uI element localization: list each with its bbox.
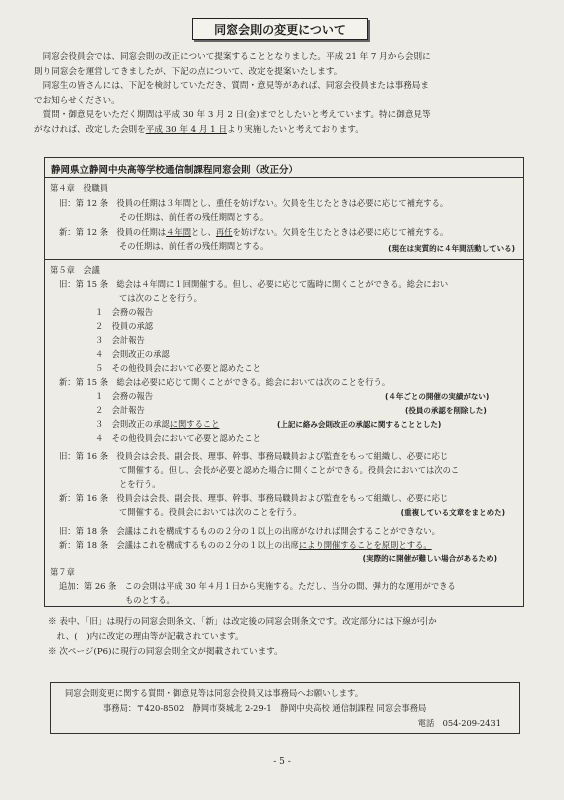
change-reason: (現在は実質的に４年間活動している): [388, 244, 515, 253]
article-old-cont: その任期は、前任者の残任期間とする。: [119, 212, 269, 222]
intro-paragraph: [34, 50, 534, 138]
note-line: れ、( )内に改定の理由等が記載されています。: [48, 632, 244, 642]
article-old-cont: とを行う。: [119, 479, 161, 489]
change-reason: (役員の承認を削除した): [405, 406, 487, 415]
change-reason: (上記に絡み会則改正の承認に関することとした): [277, 420, 442, 429]
list-item: １ 会務の報告: [95, 391, 154, 401]
changed-text: 再任: [215, 227, 233, 237]
contact-address: 事務局：〒420-8502 静岡市葵城北 2-29-1 静岡中央高校 通信制課程 同窓会事務局: [103, 703, 427, 713]
list-item: ４ その他役員会において必要と認めたこと: [95, 433, 261, 443]
list-item: ５ その他役員会において必要と認めたこと: [95, 363, 261, 373]
changed-text: により開催することを原則とする。: [298, 540, 432, 550]
article-added: 追加：第 26 条 この会則は平成 30 年４月１日から実施する。ただし、当分の間、弾力的な運用ができる: [59, 581, 456, 591]
article-new: 新：第 15 条 総会は必要に応じて開くことができる。総会においては次のことを行う。: [59, 377, 391, 387]
article-new: 新：第 16 条 役員会は会長、副会長、理事、幹事、事務局職員および監査をもって組織し、必要に応じ: [59, 493, 449, 503]
intro-last-before: がなければ、改定した会則を: [34, 124, 146, 135]
intro-line: でお知らせください。: [34, 95, 120, 106]
divider: [45, 259, 523, 260]
article-old: 旧：第 16 条 役員会は会長、副会長、理事、幹事、事務局職員および監査をもって組織し、必要に応じ: [59, 451, 449, 461]
article-new: [59, 227, 448, 238]
text: を妨げない。欠員を生じたときは必要に応じて補充する。: [232, 227, 449, 237]
change-reason: (実際的に開催が難しい場合があるため): [362, 554, 497, 563]
contact-box: [50, 682, 520, 734]
text: 新：第 12 条 役員の任期は: [59, 227, 167, 237]
contact-phone: 電話 054-209-2431: [417, 718, 501, 728]
intro-line: 則り同窓会を運営してきましたが、下記の点について、改定を提案いたします。: [34, 66, 343, 77]
text: とし、: [191, 227, 216, 237]
article-old-cont: ては次のことを行う。: [119, 293, 202, 303]
article-added-cont: ものとする。: [125, 595, 175, 605]
list-item: ２ 会計報告: [95, 405, 145, 415]
intro-last-after: より実施したいと考えております。: [226, 124, 364, 135]
rules-amendment-box: [44, 157, 524, 607]
page-number: - 5 -: [273, 757, 291, 767]
intro-line: 同窓生の皆さんには、下記を検討していただき、質問・意見等があれば、同窓会役員または事務局ま: [34, 81, 429, 92]
change-reason: (重複している文章をまとめた): [400, 508, 505, 517]
change-reason: (４年ごとの開催の実績がない): [385, 392, 490, 401]
article-old-cont: て開催する。但し、会長が必要と認めた場合に開くことができる。役員会においては次のこ: [119, 465, 460, 475]
intro-line: 質問・御意見をいただく期間は平成 30 年 3 月 2 日(金)までとしたいと考えています。特に御意見等: [34, 110, 431, 121]
chapter-heading: 第４章 役職員: [50, 183, 109, 193]
list-item: [95, 419, 219, 430]
list-item: ３ 会計報告: [95, 335, 145, 345]
page-title: 同窓会則の変更について: [192, 18, 368, 40]
intro-line: [34, 123, 534, 138]
article-new-cont: て開催する。役員会においては次のことを行う。: [119, 507, 302, 517]
article-new: [59, 540, 432, 551]
changed-text: ４年間: [166, 227, 192, 237]
intro-effective-date: 平成 30 年 4 月 1 日: [145, 124, 227, 135]
article-new-cont: その任期は、前任者の残任期間とする。: [119, 241, 269, 251]
changed-text: に関すること: [169, 419, 220, 429]
chapter-heading: 第７章: [50, 567, 75, 577]
article-old: 旧：第 15 条 総会は４年間に１回開催する。但し、必要に応じて臨時に開くことができる。総会におい: [59, 279, 449, 289]
list-item: １ 会務の報告: [95, 307, 154, 317]
note-line: ※ 次ページ(P6)に現行の同窓会則全文が掲載されています。: [48, 647, 283, 657]
note-line: ※ 表中、「旧」は現行の同窓会則条文、「新」は改定後の同窓会則条文です。改定部分には下線が引か: [48, 617, 437, 627]
text: 新：第 18 条 会議はこれを構成するものの２分の１以上の出席: [59, 540, 299, 550]
list-item: ４ 会則改正の承認: [95, 349, 170, 359]
chapter-heading: 第５章 会議: [50, 265, 100, 275]
list-item: ２ 役員の承認: [95, 321, 154, 331]
text: ３ 会則改正の承認: [95, 419, 170, 429]
contact-line: 同窓会則変更に関する質問・御意見等は同窓会役員又は事務局へお願いします。: [65, 688, 364, 698]
article-old: 旧：第 12 条 役員の任期は３年間とし、重任を妨げない。欠員を生じたときは必要に応じて補充する。: [59, 198, 449, 208]
intro-line: 同窓会役員会では、同窓会則の改正について提案することとなりました。平成 21 年 7 月から会則に: [34, 52, 431, 62]
rules-title: 静岡県立静岡中央高等学校通信制課程同窓会則（改正分）: [51, 165, 299, 176]
footnotes: [48, 615, 528, 660]
divider: [45, 177, 523, 178]
article-old: 旧：第 18 条 会議はこれを構成するものの２分の１以上の出席がなければ開会することができない。: [59, 526, 440, 536]
